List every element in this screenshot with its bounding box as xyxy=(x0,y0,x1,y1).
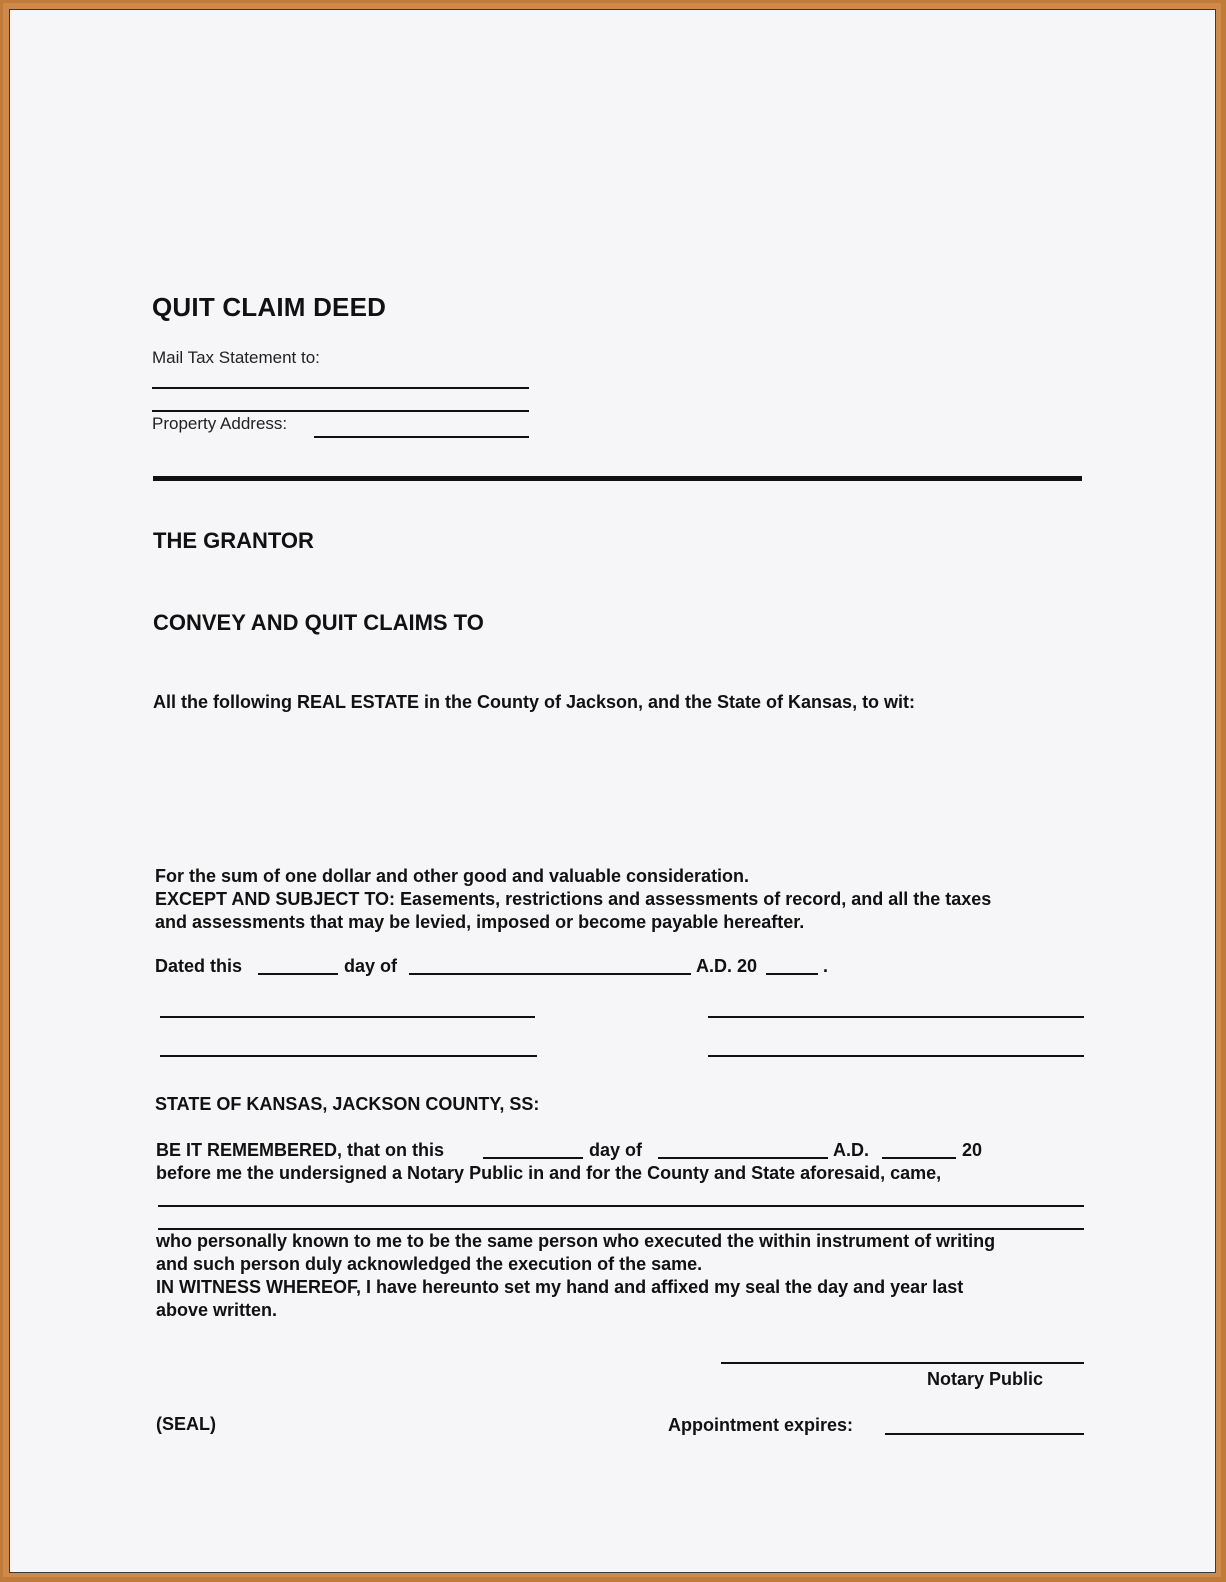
convey-heading: CONVEY AND QUIT CLAIMS TO xyxy=(153,610,484,635)
remembered-day-of: day of xyxy=(589,1140,643,1160)
consideration-line-2: EXCEPT AND SUBJECT TO: Easements, restrictions and assessments of record, and all the taxes xyxy=(155,889,992,909)
witness-line-2: and such person duly acknowledged the execution of the same. xyxy=(156,1254,703,1274)
dated-month-line[interactable] xyxy=(409,973,691,975)
dated-prefix: Dated this xyxy=(155,956,243,976)
remembered-year-line[interactable] xyxy=(882,1157,956,1159)
section-divider xyxy=(153,476,1082,481)
dated-day-line[interactable] xyxy=(258,973,338,975)
dated-year-line[interactable] xyxy=(766,973,818,975)
real-estate-text: All the following REAL ESTATE in the County of Jackson, and the State of Kansas, to wit: xyxy=(153,692,916,712)
grantor-signature-line-1[interactable] xyxy=(160,1016,535,1018)
mail-tax-line-2[interactable] xyxy=(152,410,529,412)
mail-tax-line-1[interactable] xyxy=(152,387,529,389)
notary-label: Notary Public xyxy=(927,1369,1044,1389)
document-title: QUIT CLAIM DEED xyxy=(152,292,387,322)
witness-line-4: above written. xyxy=(156,1300,278,1320)
consideration-line-3: and assessments that may be levied, imposed or become payable hereafter. xyxy=(155,912,805,932)
remembered-day-line[interactable] xyxy=(483,1157,583,1159)
state-county-line: STATE OF KANSAS, JACKSON COUNTY, SS: xyxy=(155,1094,540,1114)
dated-end: . xyxy=(823,956,829,976)
remembered-line-2: before me the undersigned a Notary Public in and for the County and State aforesaid, came, xyxy=(156,1163,942,1183)
property-address-line[interactable] xyxy=(314,436,529,438)
remembered-month-line[interactable] xyxy=(658,1157,828,1159)
grantor-signature-line-2[interactable] xyxy=(708,1016,1084,1018)
remembered-prefix: BE IT REMEMBERED, that on this xyxy=(156,1140,444,1160)
dated-ad: A.D. 20 xyxy=(696,956,758,976)
remembered-ad: A.D. xyxy=(833,1140,869,1160)
notary-signature-line[interactable] xyxy=(721,1362,1084,1364)
remembered-year: 20 xyxy=(962,1140,983,1160)
grantor-signature-line-3[interactable] xyxy=(160,1055,537,1057)
mail-tax-label: Mail Tax Statement to: xyxy=(152,348,320,367)
consideration-line-1: For the sum of one dollar and other good and valuable consideration. xyxy=(155,866,750,886)
appointment-expires-line[interactable] xyxy=(885,1433,1084,1435)
witness-line-3: IN WITNESS WHEREOF, I have hereunto set my hand and affixed my seal the day and year last xyxy=(156,1277,964,1297)
deed-page xyxy=(9,9,1216,1573)
grantor-signature-line-4[interactable] xyxy=(708,1055,1084,1057)
appeared-person-line[interactable] xyxy=(158,1205,1084,1207)
property-address-label: Property Address: xyxy=(152,414,288,433)
witness-line-1: who personally known to me to be the same person who executed the within instrument of writing xyxy=(156,1231,996,1251)
dated-day-of: day of xyxy=(344,956,398,976)
appointment-label: Appointment expires: xyxy=(668,1415,854,1435)
grantor-heading: THE GRANTOR xyxy=(153,528,314,553)
seal-label: (SEAL) xyxy=(156,1414,216,1434)
